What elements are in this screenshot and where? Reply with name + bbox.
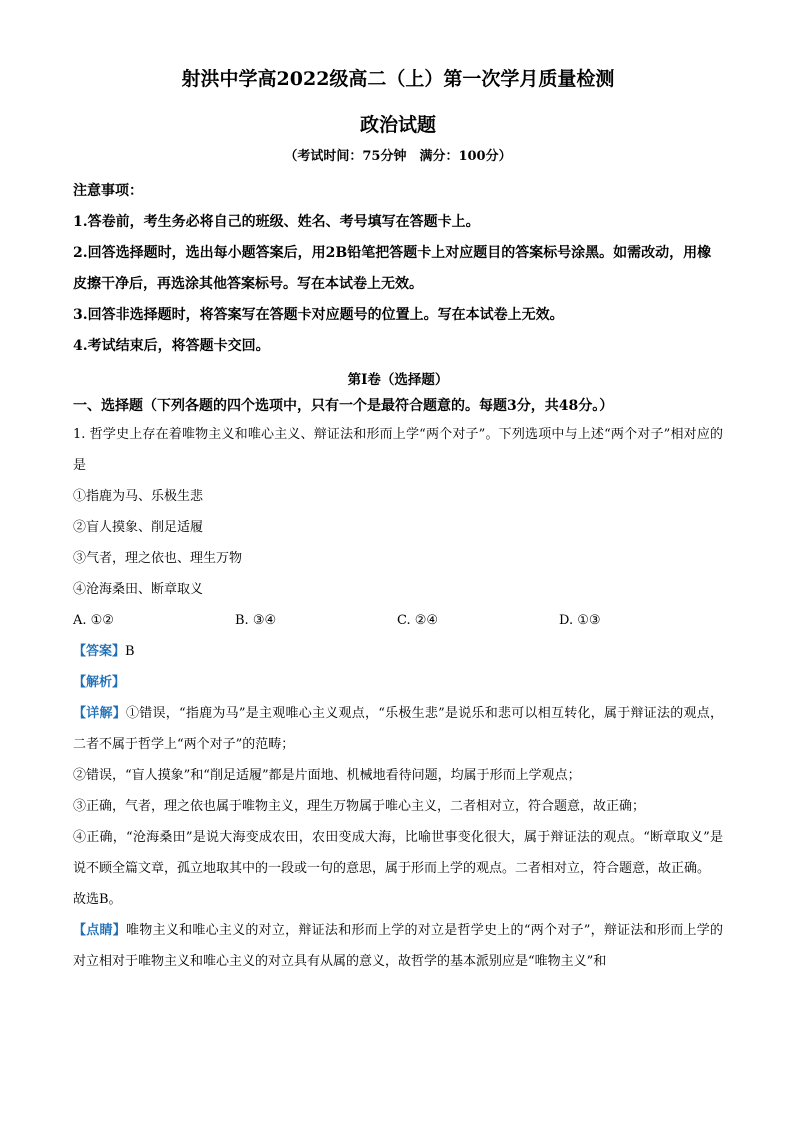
comment-paragraph <box>73 915 723 977</box>
option-a: A. ①② <box>73 613 114 628</box>
detail-text: ①错误，“指鹿为马”是主观唯心主义观点，“乐极生悲”是说乐和悲可以相互转化，属于辩证法的观点，二者不属于哲学上“两个对子”的范畴； <box>73 706 723 752</box>
detail-tag: 【详解】 <box>73 706 126 721</box>
detail-conclusion: 故选B。 <box>73 892 122 907</box>
notes-heading: 注意事项： <box>73 183 143 199</box>
notes-block <box>73 176 723 362</box>
part-heading: 第Ⅰ卷（选择题） <box>347 372 449 388</box>
exam-meta: （考试时间：75分钟 满分：100分） <box>284 149 512 164</box>
note-item: 1.答卷前，考生务必将自己的班级、姓名、考号填写在答题卡上。 <box>73 214 480 230</box>
question-block <box>73 419 723 605</box>
exam-page <box>73 66 723 977</box>
comment-tag: 【点睛】 <box>73 923 127 938</box>
detail-paragraph: ②错误，“盲人摸象”和“削足适履”都是片面地、机械地看待问题，均属于形而上学观点； <box>73 768 581 783</box>
note-item: 2.回答选择题时，选出每小题答案后，用2B铅笔把答题卡上对应题目的答案标号涂黑。如需改动，用橡皮擦干净后，再选涂其他答案标号。写在本试卷上无效。 <box>73 245 712 292</box>
detail-paragraph: ③正确，气者，理之依也属于唯物主义，理生万物属于唯心主义，二者相对立，符合题意，故正确； <box>73 799 646 814</box>
exam-title: 射洪中学高2022级高二（上）第一次学月质量检测 <box>181 68 615 90</box>
question-statement: ①指鹿为马、乐极生悲 <box>73 489 204 504</box>
detail-paragraph: ④正确，“沧海桑田”是说大海变成农田，农田变成大海，比喻世事变化很大，属于辩证法的观点。“断章取义”是说不顾全篇文章，孤立地取其中的一段或一句的意思，属于形而上学的观点。二者相对立，符合题意，故正确。 <box>73 830 723 876</box>
option-b: B. ③④ <box>235 613 277 628</box>
question-statement: ②盲人摸象、削足适履 <box>73 520 204 535</box>
answer-tag: 【答案】 <box>73 644 126 659</box>
section-title: 一、选择题（下列各题的四个选项中，只有一个是最符合题意的。每题3分，共48分。） <box>73 398 614 414</box>
question-stem: 1. 哲学史上存在着唯物主义和唯心主义、辩证法和形而上学“两个对子”。下列选项中与上述“两个对子”相对应的是 <box>73 427 723 473</box>
note-item: 4.考试结束后，将答题卡交回。 <box>73 338 270 354</box>
note-item: 3.回答非选择题时，将答案写在答题卡对应题号的位置上。写在本试卷上无效。 <box>73 307 564 323</box>
analysis-tag: 【解析】 <box>73 675 126 690</box>
question-statement: ③气者，理之依也、理生万物 <box>73 551 243 566</box>
question-options <box>73 605 723 636</box>
question-statement: ④沧海桑田、断章取义 <box>73 582 204 597</box>
detail-paragraph <box>73 698 723 760</box>
answer-value: B <box>125 644 135 659</box>
option-d: D. ①③ <box>559 613 601 628</box>
analysis-line <box>73 667 723 698</box>
comment-text: 唯物主义和唯心主义的对立，辩证法和形而上学的对立是哲学史上的“两个对子”，辩证法和形而上学的对立相对于唯物主义和唯心主义的对立具有从属的意义，故哲学的基本派别应是“唯物主义”和 <box>73 923 723 969</box>
exam-subject: 政治试题 <box>359 114 436 136</box>
option-c: C. ②④ <box>397 613 439 628</box>
answer-line <box>73 636 723 667</box>
